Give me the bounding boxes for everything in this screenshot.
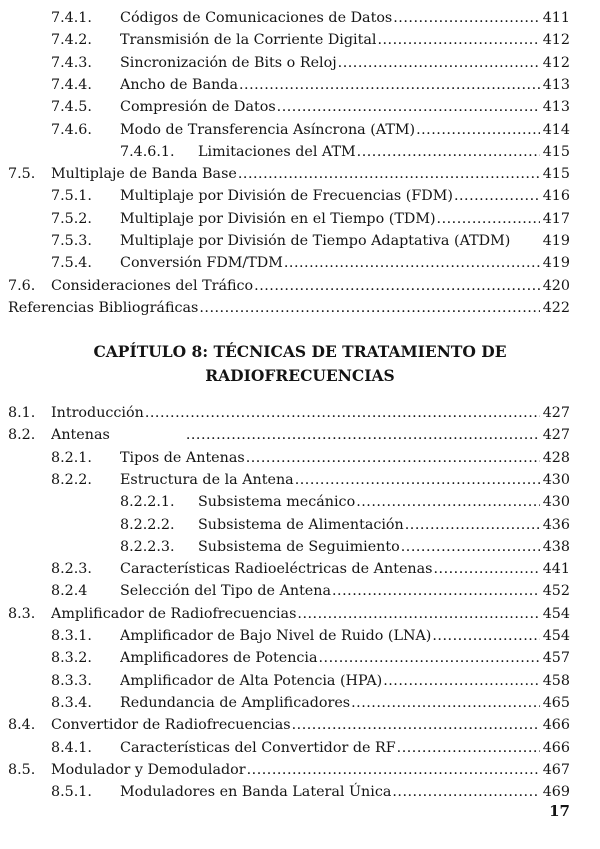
toc-entry-title <box>51 759 542 781</box>
toc-entry <box>0 670 600 692</box>
toc-entry-title-text: Multiplaje de Banda Base <box>51 166 237 183</box>
toc-entry-page: 458 <box>542 672 570 689</box>
toc-entry-title <box>120 469 542 491</box>
toc-entry-page: 465 <box>542 694 570 711</box>
toc-entry-page: 422 <box>542 299 570 316</box>
toc-entry-title-text: Características del Convertidor de RF <box>120 739 396 756</box>
dot-leader <box>383 670 540 692</box>
toc-entry <box>0 424 600 446</box>
dot-leader <box>432 625 540 647</box>
toc-entry-page: 419 <box>542 233 570 249</box>
toc-entry-title-text: Redundancia de Amplificadores <box>120 694 351 711</box>
toc-entry-number: 8.3.2. <box>51 650 92 667</box>
toc-entry <box>0 297 600 319</box>
dot-leader <box>454 185 540 207</box>
toc-entry-title-text: Amplificador de Bajo Nivel de Ruido (LNA) <box>120 628 432 644</box>
toc-entry-number: 8.2. <box>8 427 36 444</box>
toc-entry-title <box>198 491 542 513</box>
toc-entry-page: 413 <box>542 99 570 116</box>
toc-entry-title <box>51 603 542 625</box>
toc-entry <box>0 759 600 781</box>
dot-leader <box>277 96 540 118</box>
toc-entry-title <box>120 558 542 580</box>
toc-entry-title <box>120 625 542 647</box>
dot-leader <box>247 759 540 781</box>
toc-entry-page: 413 <box>542 76 570 93</box>
dot-leader <box>319 647 540 669</box>
toc-entry-page: 454 <box>542 605 570 622</box>
toc-entry-number: 8.5. <box>8 761 36 778</box>
toc-entry-title <box>198 514 542 536</box>
toc-entry-number: 8.2.2.3. <box>120 538 175 555</box>
toc-entry <box>0 96 600 118</box>
dot-leader <box>332 580 540 602</box>
toc-entry <box>0 781 600 803</box>
dot-leader <box>292 714 540 736</box>
toc-entry <box>0 447 600 469</box>
toc-entry-number: 8.2.1. <box>51 449 92 466</box>
dot-leader <box>186 424 540 446</box>
toc-entry-title-text: Subsistema de Alimentación <box>198 516 404 533</box>
dot-leader <box>392 781 540 803</box>
toc-entry <box>0 74 600 96</box>
toc-entry-title-text: Subsistema de Seguimiento <box>198 538 400 555</box>
toc-entry <box>0 603 600 625</box>
toc-entry <box>0 119 600 141</box>
toc-entry-title <box>120 447 542 469</box>
toc-entry <box>0 625 600 647</box>
toc-entry-number: 8.4.1. <box>51 739 92 756</box>
toc-entry <box>0 141 600 163</box>
toc-entry-page: 411 <box>542 10 570 26</box>
toc-entry-title <box>120 29 542 51</box>
toc-entry <box>0 692 600 714</box>
toc-entry-title <box>120 692 542 714</box>
dot-leader <box>238 163 540 185</box>
dot-leader <box>393 7 540 29</box>
dot-leader <box>405 514 540 536</box>
toc-entry <box>0 647 600 669</box>
toc-entry-title-text: Modulador y Demodulador <box>51 761 246 778</box>
toc-entry-page: 452 <box>542 583 570 600</box>
dot-leader <box>295 469 540 491</box>
toc-entry-page: 415 <box>542 166 570 183</box>
toc-entry-title-text: Amplificadores de Potencia <box>120 650 318 667</box>
toc-entry-title <box>198 141 542 163</box>
toc-entry <box>0 7 600 29</box>
toc-entry-title <box>8 297 542 319</box>
toc-entry-page: 419 <box>542 255 570 272</box>
toc-entry <box>0 514 600 536</box>
toc-entry-title <box>198 536 542 558</box>
toc-entry-page: 430 <box>542 494 570 511</box>
toc-entry-page: 412 <box>542 54 570 71</box>
toc-entry-number: 7.5.4. <box>51 255 92 272</box>
toc-entry-title-text: Sincronización de Bits o Reloj <box>120 54 337 71</box>
dot-leader <box>254 275 540 297</box>
toc-entry-title-text: Multiplaje por División en el Tiempo (TDM) <box>120 210 436 227</box>
toc-entry <box>0 208 600 230</box>
chapter-heading-line1: CAPÍTULO 8: TÉCNICAS DE TRATAMIENTO DE <box>93 342 507 361</box>
dot-leader <box>338 52 540 74</box>
toc-entry-page: 467 <box>542 761 570 778</box>
toc-entry-number: 8.3.4. <box>51 694 92 711</box>
toc-entry-page: 466 <box>542 739 570 756</box>
toc-entry-title <box>120 737 542 759</box>
toc-entry-number: 7.5.1. <box>51 188 92 205</box>
toc-entry-title-text: Multiplaje por División de Tiempo Adaptativa (ATDM) <box>120 233 511 249</box>
toc-entry <box>0 491 600 513</box>
toc-entry-number: 8.3.1. <box>51 628 92 644</box>
toc-entry-page: 438 <box>542 538 570 555</box>
toc-entry <box>0 469 600 491</box>
toc-entry-title-text: Referencias Bibliográficas <box>8 299 199 316</box>
toc-entry-title-text: Amplificador de Alta Potencia (HPA) <box>120 672 383 689</box>
toc-entry-title <box>120 647 542 669</box>
toc-entry-number: 8.4. <box>8 717 36 734</box>
dot-leader <box>356 491 540 513</box>
toc-entry-number: 8.2.3. <box>51 561 92 578</box>
dot-leader <box>246 447 540 469</box>
toc-entry-page: 427 <box>542 405 570 421</box>
toc-entry-title-text: Limitaciones del ATM <box>198 143 356 160</box>
toc-entry-title-text: Consideraciones del Tráfico <box>51 277 254 294</box>
dot-leader <box>377 29 540 51</box>
toc-entry-page: 417 <box>542 210 570 227</box>
toc-entry-number: 7.4.6.1. <box>120 143 175 160</box>
toc-entry-title <box>120 252 542 274</box>
dot-leader <box>437 208 540 230</box>
toc-entry-title <box>120 96 542 118</box>
toc-entry-number: 7.4.3. <box>51 54 92 71</box>
toc-entry-title-text: Subsistema mecánico <box>198 494 356 511</box>
dot-leader <box>434 558 541 580</box>
toc-entry <box>0 29 600 51</box>
chapter-heading <box>0 340 600 388</box>
toc-entry-title-text: Características Radioeléctricas de Antenas <box>120 561 433 578</box>
toc-entry-title-text: Selección del Tipo de Antena <box>120 583 332 600</box>
toc-entry-title-text: Modo de Transferencia Asíncrona (ATM) <box>120 121 416 138</box>
toc-entry-title <box>120 208 542 230</box>
toc-entry-title <box>120 670 542 692</box>
toc-entry-title-text: Compresión de Datos <box>120 99 276 116</box>
toc-entry-title-text: Antenas <box>51 427 110 444</box>
toc-entry <box>0 230 600 252</box>
toc-entry-title <box>120 7 542 29</box>
toc-entry-number: 7.4.6. <box>51 121 92 138</box>
dot-leader <box>239 74 540 96</box>
toc-entry <box>0 275 600 297</box>
toc-entry-page: 415 <box>542 143 570 160</box>
toc-entry-number: 7.4.1. <box>51 10 92 26</box>
toc-entry <box>0 558 600 580</box>
toc-entry-page: 469 <box>542 784 570 801</box>
toc-entry-number: 8.3.3. <box>51 672 92 689</box>
toc-entry-page: 420 <box>542 277 570 294</box>
dot-leader <box>397 737 540 759</box>
toc-entry-number: 8.5.1. <box>51 784 92 801</box>
toc-entry-title <box>120 781 542 803</box>
toc-entry-title-text: Multiplaje por División de Frecuencias (FDM) <box>120 188 453 205</box>
toc-entry-page: 430 <box>542 471 570 488</box>
toc-entry-title-text: Ancho de Banda <box>120 76 238 93</box>
toc-entry-page: 457 <box>542 650 570 667</box>
toc-entry <box>0 163 600 185</box>
toc-entry-title <box>51 402 542 424</box>
toc-entry-number: 8.2.2.1. <box>120 494 175 511</box>
toc-entry <box>0 185 600 207</box>
toc-entry-number: 8.2.2. <box>51 471 92 488</box>
toc-entry-number: 8.3. <box>8 605 36 622</box>
toc-entry-number: 7.5.2. <box>51 210 92 227</box>
toc-entry <box>0 536 600 558</box>
toc-entry <box>0 580 600 602</box>
toc-entry-number: 7.4.2. <box>51 32 92 49</box>
toc-entry-number: 7.6. <box>8 277 36 294</box>
toc-entry-title-text: Estructura de la Antena <box>120 471 294 488</box>
toc-entry-number: 8.2.4 <box>51 583 88 600</box>
page-number: 17 <box>549 802 570 820</box>
toc-entry-number: 7.4.5. <box>51 99 92 116</box>
toc-entry-page: 436 <box>542 516 570 533</box>
toc-entry-title <box>120 74 542 96</box>
toc-entry-title <box>120 580 542 602</box>
toc-entry-title <box>120 119 542 141</box>
toc-entry <box>0 52 600 74</box>
toc-entry-title <box>51 424 542 446</box>
toc-entry-title <box>120 185 542 207</box>
toc-entry-title-text: Códigos de Comunicaciones de Datos <box>120 10 393 26</box>
toc-entry-title-text: Amplificador de Radiofrecuencias <box>51 605 297 622</box>
toc-entry-title <box>51 163 542 185</box>
toc-entry-title-text: Introducción <box>51 405 144 421</box>
toc-entry-title <box>51 275 542 297</box>
toc-entry-title <box>51 714 542 736</box>
chapter-heading-line2: RADIOFRECUENCIAS <box>205 366 395 385</box>
toc-entry <box>0 252 600 274</box>
toc-entry-page: 416 <box>542 188 570 205</box>
toc-entry-page: 466 <box>542 717 570 734</box>
dot-leader <box>401 536 540 558</box>
toc-entry-number: 7.4.4. <box>51 76 92 93</box>
dot-leader <box>284 252 540 274</box>
toc-entry-title <box>120 230 542 252</box>
toc-entry-number: 7.5. <box>8 166 36 183</box>
toc-entry-page: 454 <box>542 628 570 644</box>
toc-entry-page: 427 <box>542 427 570 444</box>
dot-leader <box>145 402 540 424</box>
toc-entry-title-text: Tipos de Antenas <box>120 449 245 466</box>
toc-entry-page: 412 <box>542 32 570 49</box>
toc-entry-number: 8.1. <box>8 405 36 421</box>
toc-entry-number: 8.2.2.2. <box>120 516 175 533</box>
toc-entry-page: 441 <box>542 561 570 578</box>
dot-leader <box>416 119 540 141</box>
dot-leader <box>297 603 540 625</box>
toc-entry-title-text: Transmisión de la Corriente Digital <box>120 32 377 49</box>
toc-entry-page: 428 <box>542 449 570 466</box>
dot-leader <box>351 692 540 714</box>
toc-entry-title-text: Moduladores en Banda Lateral Única <box>120 784 392 801</box>
toc-entry-title-text: Convertidor de Radiofrecuencias <box>51 717 291 734</box>
toc-entry-page: 414 <box>542 121 570 138</box>
toc-entry <box>0 402 600 424</box>
toc-entry-number: 7.5.3. <box>51 233 92 249</box>
dot-leader <box>199 297 540 319</box>
toc-entry-title-text: Conversión FDM/TDM <box>120 255 283 272</box>
dot-leader <box>357 141 540 163</box>
toc-entry <box>0 714 600 736</box>
toc-entry-title <box>120 52 542 74</box>
toc-entry <box>0 737 600 759</box>
